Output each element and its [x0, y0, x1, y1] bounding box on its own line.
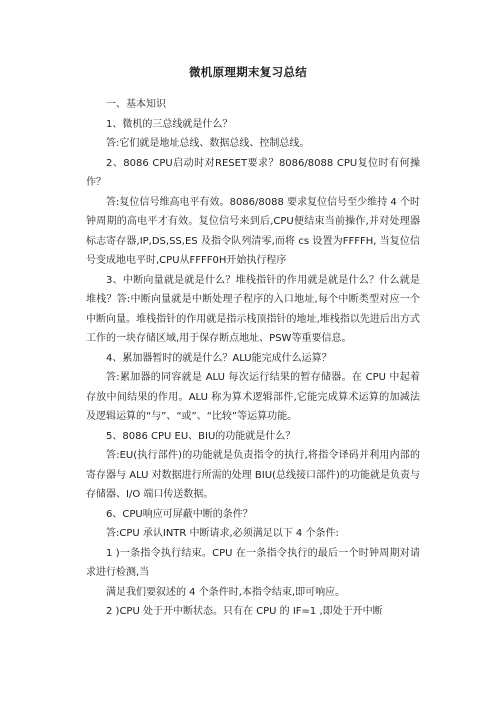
document-title: 微机原理期末复习总结: [189, 65, 307, 79]
question-6: 6、CPU响应可屏蔽中断的条件？: [106, 508, 253, 520]
question-5: 5、8086 CPU EU、BIU的功能就是什么？: [106, 430, 296, 442]
condition-1-continued: 满足我们要叙述的 4 个条件时,本指令结束,即可响应。: [106, 586, 346, 598]
answer-5: 答:EU(执行部件)的功能就是负责指令的执行,将指令译码并利用内部的寄存器与 ALU 对数据进行所需的处理 BIU(总线接口部件)的功能就是负责与存储器、I/O 端口传送数据。: [86, 450, 420, 500]
document-body: [86, 95, 420, 622]
condition-2: 2 )CPU 处于开中断状态。只有在 CPU 的 IF=1 ,即处于开中断: [106, 606, 383, 617]
answer-6: 答:CPU 承认INTR 中断请求,必须满足以下 4 个条件:: [106, 528, 339, 539]
question-2: 2、8086 CPU启动时对RESET要求？8086/8088 CPU复位时有何操作？: [86, 157, 420, 188]
question-answer-3: 3、中断向量就是就是什么？堆栈指针的作用就是就是什么？什么就是堆栈？答:中断向量就是中断处理子程序的入口地址,每个中断类型对应一个中断向量。堆栈指针的作用就是指示栈顶指针的地址,堆栈指以先进后出方式工作的一块存储区域,用于保存断点地址、PSW等重要信息。: [86, 274, 420, 344]
answer-4: 答:累加器的同容就是 ALU 每次运行结果的暂存储器。在 CPU 中起着存放中间结果的作用。ALU 称为算术逻辑部件,它能完成算术运算的加减法及逻辑运算的“与”、“或”、“比较”等运算功能。: [86, 372, 420, 422]
answer-2: 答:复位信号维高电平有效。8086/8088 要求复位信号至少维持 4 个时钟周期的高电平才有效。复位信号来到后,CPU便结束当前操作,并对处理器标志寄存器,IP,DS,SS,ES 及指令队列清零,而将 cs 设置为FFFFH, 当复位信号变成地电平时,CPU从FFFF0H开始执行程序: [86, 196, 420, 266]
section-heading: 一、基本知识: [106, 99, 166, 110]
question-4: 4、累加器暂时的就是什么？ALU能完成什么运算？: [106, 352, 332, 364]
condition-1: 1 )一条指令执行结束。CPU 在一条指令执行的最后一个时钟周期对请求进行检测,当: [86, 547, 420, 578]
answer-1: 答:它们就是地址总线、数据总线、控制总线。: [106, 138, 310, 149]
question-1: 1、微机的三总线就是什么？: [106, 118, 233, 130]
